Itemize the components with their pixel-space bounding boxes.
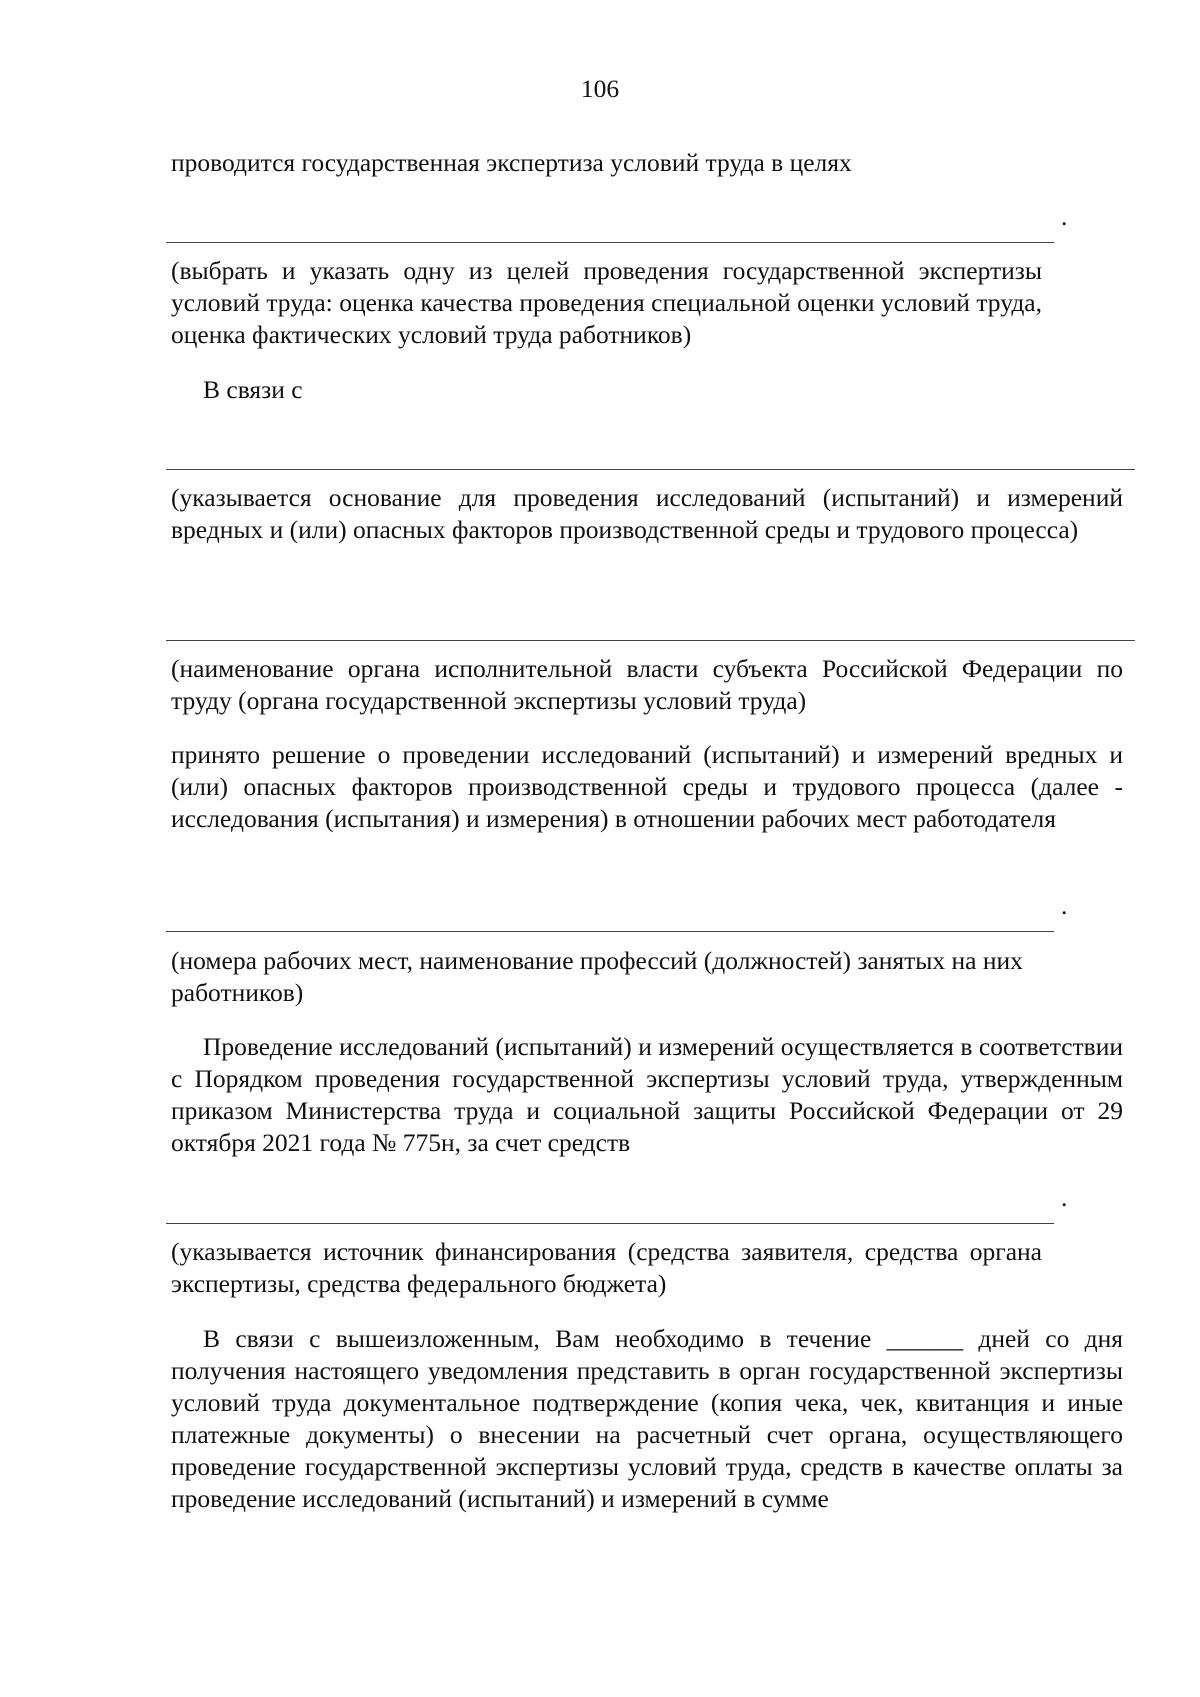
fill-line-workplaces (166, 931, 1054, 932)
paragraph-payment-request: В связи с вышеизложенным, Вам необходимо в течение ______ дней со дня получения настоящего уведомления представить в орган государственной экспертизы условий труда документальное подтверждение (копия чека, чек, квитанция и иные платежные документы) о внесении на расчетный счет органа, осуществляющего проведение государственной экспертизы условий труда, средств в качестве оплаты за проведение исследований (испытаний) и измерений в сумме (171, 1324, 1123, 1513)
hint-basis: (указывается основание для проведения исследований (испытаний) и измерений вредных и (или) опасных факторов производственной среды и трудового процесса) (171, 483, 1123, 544)
trailing-dot-3: . (1061, 1183, 1068, 1212)
paragraph-expertise-purpose: проводится государственная экспертиза условий труда в целях (171, 148, 852, 177)
hint-workplaces: (номера рабочих мест, наименование профессий (должностей) занятых на них работников) (171, 946, 1023, 1007)
hint-authority: (наименование органа исполнительной власти субъекта Российской Федерации по труду (органа государственной экспертизы условий труда) (171, 654, 1123, 715)
paragraph-conducting: Проведение исследований (испытаний) и измерений осуществляется в соответствии с Порядком проведения государственной экспертизы условий труда, утвержденным приказом Министерства труда и социальной защиты Российской Федерации от 29 октября 2021 года № 775н, за счет средств (171, 1032, 1123, 1157)
paragraph-in-connection: В связи с (203, 375, 303, 404)
hint-financing: (указывается источник финансирования (средства заявителя, средства органа экспертизы, средства федерального бюджета) (171, 1237, 1042, 1298)
page-number: 106 (580, 74, 620, 103)
fill-line-goal (166, 242, 1054, 243)
fill-line-financing (166, 1223, 1054, 1224)
hint-goal: (выбрать и указать одну из целей проведения государственной экспертизы условий труда: оценка качества проведения специальной оценки условий труда, оценка фактических условий труда работников) (171, 256, 1042, 349)
trailing-dot-1: . (1061, 202, 1068, 231)
fill-line-basis (166, 469, 1135, 470)
fill-line-authority (166, 640, 1135, 641)
paragraph-decision: принято решение о проведении исследований (испытаний) и измерений вредных и (или) опасных факторов производственной среды и трудового процесса (далее - исследования (испытания) и измерения) в отношении рабочих мест работодателя (171, 740, 1123, 833)
trailing-dot-2: . (1061, 891, 1068, 920)
